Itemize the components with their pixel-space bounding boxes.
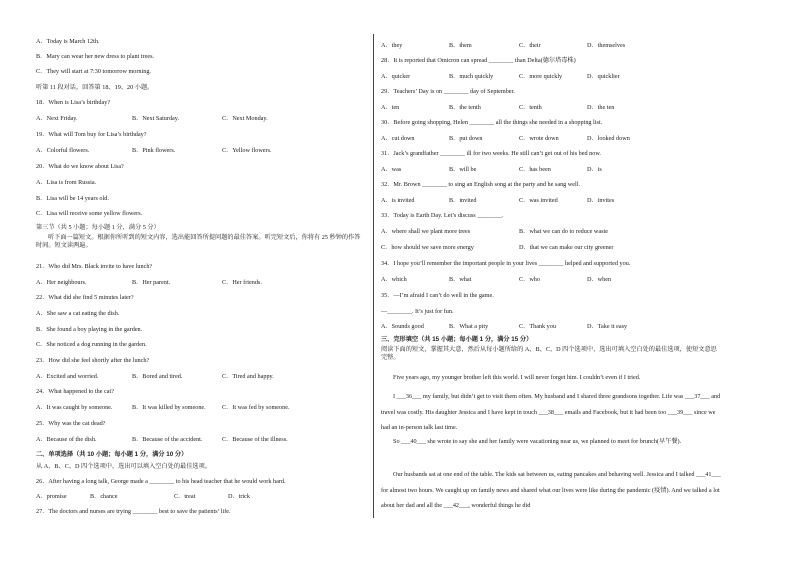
option-c: C．how should we save more energy bbox=[381, 244, 474, 251]
question-29: 29．Teachers’ Day is on ________ day of September. bbox=[381, 88, 515, 95]
option-b: B．What a pity bbox=[449, 323, 489, 330]
option-b: B．Bored and tired. bbox=[132, 373, 183, 380]
option-c: C．has been bbox=[519, 166, 551, 173]
option-b: B．Lisa will be 14 years old. bbox=[36, 195, 109, 202]
section-instruction: 听下面一篇短文。根据你所听到的短文内容，选出能回答所提问题的最佳答案。听完短文后，你将有 25 秒钟的作答时间。短文读两遍。 bbox=[36, 234, 361, 249]
section-instruction: 阅读下面的短文，掌握其大意，然后从每小题所给的 A、B、C、D 四个选项中，选出可填入空白处的最佳选项，使短文意思完整。 bbox=[381, 346, 717, 361]
option-d: D．looked down bbox=[587, 135, 630, 142]
section-title: 第三节（共 5 小题；每小题 1 分，满分 5 分） bbox=[36, 224, 160, 231]
option-a: A．Next Friday. bbox=[36, 115, 78, 122]
option-d: D．is bbox=[587, 166, 602, 173]
option-c: C．It was fed by someone. bbox=[222, 404, 290, 411]
question-27: 27．The doctors and nurses are trying ________ best to save the patients’ life. bbox=[36, 508, 231, 515]
option-b: B．put down bbox=[449, 135, 483, 142]
option-a: A．promise bbox=[36, 493, 67, 500]
option-a: A．Excited and worried. bbox=[36, 373, 99, 380]
option-d: D．trick bbox=[228, 493, 250, 500]
option-b: B．Pink flowers. bbox=[132, 147, 176, 154]
passage-paragraph: Five years ago, my younger brother left this world. I will never forget him. I couldn’t even if I tried. bbox=[393, 374, 641, 381]
question-28: 28．It is reported that Omicron can spread ________ than Delta(德尔塔毒株) bbox=[381, 57, 576, 64]
passage-paragraph: Our husbands sat at one end of the table. The kids sat between us, eating pancakes and behaving well. Jessica and I talked ___41___ for almost two hours. We caught up on family news and shared what our lives were like during the pandemic (疫情). And we talked a lot about her dad and all the ___42___, wonderful things he did bbox=[381, 471, 721, 509]
question-19: 19．What will Tom buy for Lisa’s birthday? bbox=[36, 131, 147, 138]
option-a: A．Today is March 12th. bbox=[36, 38, 100, 45]
option-a: A．She saw a cat eating the dish. bbox=[36, 310, 120, 317]
option-a: A．Because of the dish. bbox=[36, 436, 97, 443]
option-c: C．Thank you bbox=[519, 323, 556, 330]
option-b: B．It was killed by someone. bbox=[132, 404, 206, 411]
passage-paragraph: I ___36___ my family, but didn’t get to visit them often. My husband and I shared three grandsons together. Life was ___37___ and travel was costly. His daughter Jessica and I have kept in touch ___38___ emails and Facebook, but it had been too ___39___ since we had an in-person talk last time. bbox=[381, 393, 721, 431]
question-20: 20．What do we know about Lisa? bbox=[36, 163, 124, 170]
option-b: B．what we can do to reduce waste bbox=[519, 228, 608, 235]
option-b: B．Next Saturday. bbox=[132, 115, 180, 122]
option-b: B．much quickly bbox=[449, 73, 494, 80]
option-c: C．treat bbox=[174, 493, 196, 500]
option-a: A．which bbox=[381, 276, 407, 283]
option-c: C．Lisa will receive some yellow flowers. bbox=[36, 210, 143, 217]
question-21: 21．Who did Mrs. Black invite to have lunch? bbox=[36, 263, 153, 270]
section-instruction: 从 A、B、C、D 四个选项中，选出可以填入空白处的最佳选项。 bbox=[36, 463, 211, 470]
option-b: B．them bbox=[449, 42, 472, 49]
option-c: C．Next Monday. bbox=[222, 115, 268, 122]
option-b: B．She found a boy playing in the garden. bbox=[36, 326, 143, 333]
option-c: C．She noticed a dog running in the garden. bbox=[36, 341, 147, 348]
option-c: C．Because of the illness. bbox=[222, 436, 288, 443]
column-divider bbox=[373, 34, 374, 518]
option-b: B．invited bbox=[449, 197, 477, 204]
option-d: D．the ten bbox=[587, 104, 615, 111]
option-d: D．quicklier bbox=[587, 73, 620, 80]
question-22: 22．What did she find 5 minutes later? bbox=[36, 294, 134, 301]
option-d: D．that we can make our city greener bbox=[519, 244, 614, 251]
option-c: C．was invited bbox=[519, 197, 558, 204]
section-title: 三、完形填空（共 15 小题；每小题 1 分，满分 15 分） bbox=[381, 336, 533, 343]
option-a: A．they bbox=[381, 42, 403, 49]
option-c: C．They will start at 7:30 tomorrow morning. bbox=[36, 68, 151, 75]
question-35-reply: —________. It’s just for fun. bbox=[381, 308, 454, 315]
option-a: A．Colorful flowers. bbox=[36, 147, 90, 154]
option-d: D．when bbox=[587, 276, 612, 283]
option-c: C．Yellow flowers. bbox=[222, 147, 272, 154]
question-34: 34．I hope you’ll remember the important people in your lives ________ helped and supported you. bbox=[381, 260, 631, 267]
question-23: 23．How did she feel shortly after the lunch? bbox=[36, 357, 150, 364]
option-a: A．Sounds good bbox=[381, 323, 424, 330]
option-c: C．who bbox=[519, 276, 540, 283]
option-b: B．will be bbox=[449, 166, 477, 173]
option-d: D．invites bbox=[587, 197, 615, 204]
option-b: B．chance bbox=[90, 493, 118, 500]
question-30: 30．Before going shopping, Helen ________ all the things she needed in a shopping list. bbox=[381, 119, 603, 126]
option-c: C．tenth bbox=[519, 104, 542, 111]
question-25: 25．Why was the cat dead? bbox=[36, 420, 106, 427]
question-31: 31．Jack’s grandfather ________ ill for two weeks. He still can’t get out of his bed now. bbox=[381, 150, 601, 157]
question-32: 32．Mr. Brown ________ to sing an English song at the party and he sang well. bbox=[381, 181, 581, 188]
option-c: C．Her friends. bbox=[222, 279, 262, 286]
question-24: 24．What happened to the cat? bbox=[36, 388, 114, 395]
option-c: C．their bbox=[519, 42, 541, 49]
listening-instruction: 听第 11 段对话，回答第 18、19、20 小题。 bbox=[36, 84, 154, 91]
option-a: A．Lisa is from Russia. bbox=[36, 179, 97, 186]
option-b: B．the tenth bbox=[449, 104, 481, 111]
option-c: C．wrote down bbox=[519, 135, 559, 142]
option-a: A．Her neighbours. bbox=[36, 279, 87, 286]
question-18: 18．When is Lisa’s birthday? bbox=[36, 99, 111, 106]
option-b: B．Because of the accident. bbox=[132, 436, 203, 443]
option-c: C．more quickly bbox=[519, 73, 563, 80]
question-35: 35．—I’m afraid I can’t do well in the game. bbox=[381, 292, 494, 299]
question-26: 26．After having a long talk, George made a ________ to his head teacher that he would work hard. bbox=[36, 478, 286, 485]
option-a: A．where shall we plant more trees bbox=[381, 228, 471, 235]
option-a: A．It was caught by someone. bbox=[36, 404, 113, 411]
option-c: C．Tired and happy. bbox=[222, 373, 274, 380]
option-a: A．cut down bbox=[381, 135, 415, 142]
option-d: D．Take it easy bbox=[587, 323, 628, 330]
option-a: A．is invited bbox=[381, 197, 415, 204]
option-d: D．themselves bbox=[587, 42, 626, 49]
option-a: A．was bbox=[381, 166, 402, 173]
option-b: B．Her parent. bbox=[132, 279, 171, 286]
option-a: A．quicker bbox=[381, 73, 411, 80]
passage-paragraph: So ___40___ she wrote to say she and her family were vacationing near us, we planned to meet for brunch(早午餐). bbox=[393, 438, 682, 445]
option-b: B．Mary can wear her new dress to plant trees. bbox=[36, 53, 155, 60]
section-title: 二、单项选择（共 10 小题；每小题 1 分，满分 10 分） bbox=[36, 451, 188, 458]
option-a: A．ten bbox=[381, 104, 400, 111]
question-33: 33．Today is Earth Day. Let’s discuss ________. bbox=[381, 212, 504, 219]
option-b: B．what bbox=[449, 276, 472, 283]
